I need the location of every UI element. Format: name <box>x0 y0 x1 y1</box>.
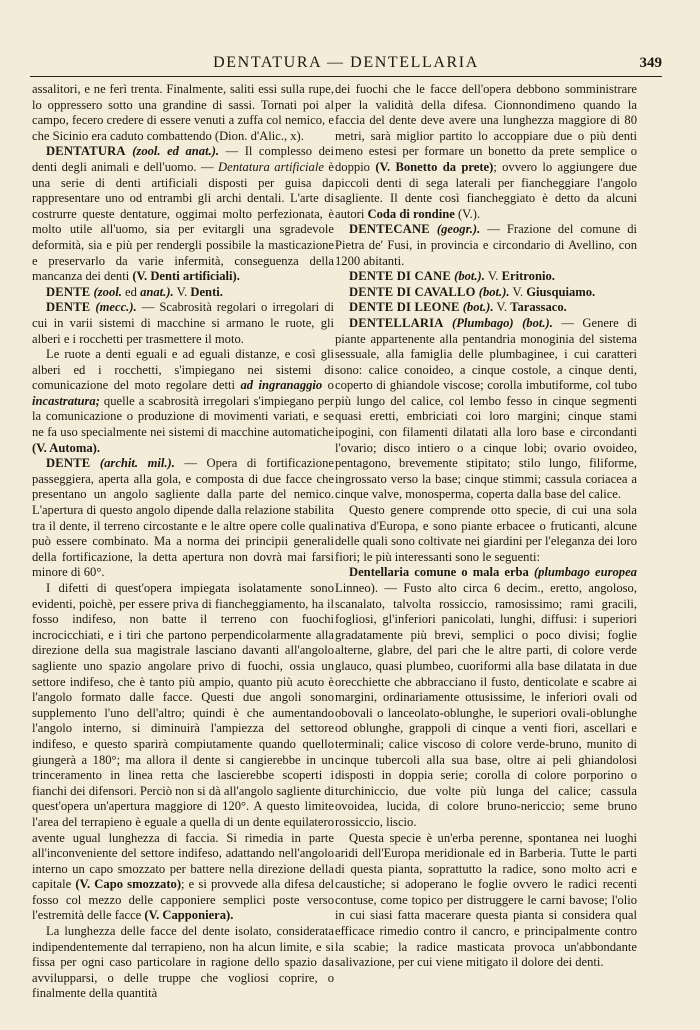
entry-category: (bot.). <box>522 315 553 330</box>
entry-dente-archit <box>32 456 334 581</box>
entry-text: ; ovvero lo aggiungere due piccoli denti di sega laterali per fiancheggiare l'angolo sagliente. Il dente così fiancheggiato è detto da alcuni autori <box>335 159 637 221</box>
entry-text: — Opera di fortificazione passeggiera, aperta alla gola, e composta di due facce che presentano un angolo sagliente dalla parte del nemico. L'apertura di questo angolo dipende dalla relazione stabilita tra il dente, il terreno circostante e le altre opere colle quali può essere combinato. Ma a norma dei principii generali della fortificazione, la detta apertura non dovrà mai farsi minore di 60°. <box>32 456 334 580</box>
entry-dente-di-cavallo <box>335 285 637 301</box>
cross-reference: (V. Automa). <box>32 440 100 455</box>
entry-category: (mecc.). <box>95 300 137 315</box>
entry-text: V. <box>173 284 191 299</box>
entry-dente-mecc <box>32 300 334 347</box>
cross-reference: Tarassaco. <box>510 300 567 315</box>
entry-term: Coda di rondine <box>367 206 455 221</box>
entry-text: — Genere di piante appartenente alla pentandria monoginia del sistema sessuale, alla famiglia delle plumbaginee, i cui caratteri sono: calice conoideo, a cinque costole, a cinque denti, coperto di ghiandole viscose; corolla imbutiforme, col tubo più lungo del calice, col lembo fesso in cinque segmenti quasi eretti, embriciati coi loro margini; cinque stami ipogini, con filamenti dilatati alla loro base e circondanti l'ovario; disco intiero o a cinque lobi; ovario ovoideo, pentagono, brevemente stipitato; stilo lungo, filiforme, ingrossato verso la base; cinque stimmi; cassula coriacea a cinque valve, monosperma, coperta dalla base del calice. <box>335 315 637 502</box>
headword: DENTE <box>46 300 91 315</box>
entry-dentecane <box>335 222 637 269</box>
entry-category: (bot.). <box>462 300 494 315</box>
continued-paragraph: assalitori, e ne ferì trenta. Finalmente, saliti essi sulla rupe, lo oppressero sotto una grandine di sassi. Tornati poi al campo, fecero credere di essere venuti a zuffa col nemico, e che Sicinio era caduto combattendo (Dion. d'Alic., x). <box>32 82 334 143</box>
entry-dente-zool <box>32 285 334 301</box>
entry-text: V. <box>484 269 502 284</box>
entry-dentatura <box>32 144 334 284</box>
paragraph: La lunghezza delle facce del dente isolato, considerata indipendentemente dal terrapieno, non ha alcun limite, e si fissa per ogni caso particolare in ragione dello spazio da avvilupparsi, o delle truppe che vogliosi coprire, o finalmente della quantità <box>32 924 334 1001</box>
paragraph <box>32 347 334 456</box>
headword: DENTECANE <box>349 222 430 237</box>
header-title: DENTATURA — DENTELLARIA <box>213 54 479 71</box>
entry-latin-name: (plumbago europea <box>533 565 637 580</box>
entry-category: (zool. ed anat.). <box>132 144 220 159</box>
entry-text: V. <box>509 284 527 299</box>
entry-text: quelle a scabrosità irregolari s'impiegano per la comunicazione o produzione di movimenti variati, e se ne fa uso specialmente nei sistemi di macchine automatiche <box>32 393 334 440</box>
entry-term: Dentatura artificiale <box>218 159 324 174</box>
entry-latin-name: (Plumbago) <box>452 315 514 330</box>
entry-category: (geogr.). <box>436 222 481 237</box>
cross-reference: Giusquiamo. <box>526 284 596 299</box>
headword: DENTE <box>46 456 91 471</box>
headword: DENTE DI LEONE <box>349 300 460 315</box>
cross-reference: Denti. <box>190 284 223 299</box>
entry-text: ; e si provvede alla difesa del fosso col mezzo delle capponiere semplici poste verso l'estremità delle facce <box>32 877 334 923</box>
paragraph: Questa specie è un'erba perenne, spontanea nei luoghi aridi dell'Europa meridionale ed in Barberia. Tutte le parti di questa pianta, soprattutto la radice, sono molto acri e caustiche; si adoperano le foglie ovvero le radici recenti contuse, come topico per distruggere le carni bavose; l'olio in cui siasi fatta macerare questa pianta si considera qual efficace rimedio contro il cancro, e principalmente contro la scabie; la radice masticata provoca un'abbondante salivazione, per cui viene mitigato il dolore dei denti. <box>335 830 637 970</box>
entry-text: è una serie di denti artificiali disposti per guisa da rappresentare uno od entrambi gli archi dentali. L'arte di costrurre queste dentature, oggimai molto perfezionata, è molto utile all'uomo, sia per evitargli una sgradevole deformità, sia e più per rendergli possibile la masticazione e preservarlo da varie infermità, conseguenza della mancanza dei denti <box>32 159 334 284</box>
entry-text: I difetti di quest'opera impiegata isolatamente sono evidenti, poichè, per essere priva di fiancheggiamento, ha il fosso indifeso, non batte il terreno con fuochi incrocicchiati, e i tiri che partono perpendicolarmente alla direzione della sua magistrale lasciano davanti all'angolo sagliente uno spazio angolare privo di fuochi, ossia un settore indifeso, che è tanto più ampio, quanto più acuto è l'angolo formato dalle facce. Questi due angoli sono supplemento l'uno dell'altro; quindi è che aumentando l'angolo interno, si diminuirà l'ampiezza del settore indifeso, e questo sparirà compiutamente quando quello giungerà a 180°; ma allora il dente si cangierebbe in un trinceramento in linea retta che lascierebbe scoperti i fianchi dei difensori. Perciò non si dà all'angolo sagliente di quest'opera un'apertura maggiore di 120°. A questo limite l'area del terrapieno è eguale a quella di un dente equilatero avente ugual lunghezza di faccia. Si rimedia in parte all'inconveniente del settore indifeso, adattando nell'angolo interno un capo smozzato per battere nella direzione della capitale <box>32 581 334 892</box>
headword: DENTATURA <box>46 144 126 159</box>
entry-category: (bot.). <box>478 284 510 299</box>
entry-dentellaria <box>335 316 637 503</box>
entry-category: anat.). <box>140 284 174 299</box>
entry-text: (V.). <box>454 206 481 221</box>
paragraph: Questo genere comprende otto specie, di cui una sola nativa d'Europa, e sono piante erbacee o fruticanti, alcune delle quali sono coltivate nei giardini per l'eleganza dei loro fiori; le più interessanti sono le seguenti: <box>335 503 637 564</box>
entry-text: — Scabrosità regolari o irregolari di cui in varii sistemi di macchine si armano le ruote, gli alberi e i rocchetti per trasmettere il moto. <box>32 300 334 346</box>
page-number: 349 <box>639 55 662 71</box>
species-name: Dentellaria comune o mala erba <box>349 565 529 580</box>
entry-text: dei fuochi che le facce dell'opera debbono somministrare per la validità della difesa. Cionnondimeno quando la faccia del dente deve avere una lunghezza maggiore di 80 metri, sarà miglior partito lo accoppiare due o più denti meno estesi per formare un bonetto da prete semplice o doppio <box>335 82 637 174</box>
cross-reference: (V. Capo smozzato) <box>75 877 182 892</box>
entry-text: Le ruote a denti eguali e ad eguali distanze, e così gli alberi ed i rocchetti, s'impiegano nei sistemi di comunicazione del moto regolare detti <box>32 347 334 393</box>
entry-text: V. <box>493 300 511 315</box>
paragraph <box>32 581 334 924</box>
entry-text: ed <box>121 284 141 299</box>
entry-text: — Il complesso dei denti degli animali e dell'uomo. — <box>32 144 335 174</box>
cross-reference: (V. Denti artificiali). <box>132 269 240 284</box>
entry-dente-di-cane <box>335 269 637 285</box>
running-header <box>30 50 662 77</box>
entry-dentellaria-comune <box>335 565 637 830</box>
headword: DENTE <box>46 284 91 299</box>
headword: DENTELLARIA <box>349 315 444 330</box>
continued-paragraph <box>335 82 637 222</box>
entry-category: (archit. mil.). <box>99 456 175 471</box>
cross-reference: (V. Bonetto da prete) <box>375 159 494 174</box>
entry-text: — Frazione del comune di Pietra de' Fusi, in provincia e circondario di Avellino, con 1200 abitanti. <box>335 222 637 268</box>
entry-term: ad ingranaggio <box>240 378 323 393</box>
entry-text: o <box>322 378 334 393</box>
entry-text: Linneo). — Fusto alto circa 6 decim., eretto, angoloso, scanalato, talvolta rossiccio, ramosissimo; rami gracili, fogliosi, gl'inferiori panicolati, lunghi, diffusi: i superiori gradatamente più brevi, semplici o poco divisi; foglie alterne, glabre, del pari che le altre parti, di colore verde glauco, quasi plumbeo, cuoriformi alla base dilatata in due orecchiette che abbracciano il fusto, denticolate e scabre ai margini, ordinariamente ottusissime, le inferiori ovali od obovali o lanceolato-oblunghe, le superiori ovali-oblunghe od oblunghe, grappoli di cinque a venti fiori, ascellari e terminali; calice viscoso di colore verde-bruno, munito di cinque tubercoli alla sua base, oltre ai peli ghiandolosi disposti in doppia serie; corolla di colore porporino o turchiniccio, due volte più lunga del calice; cassula ovoidea, lucida, di colore bruno-nericcio; seme bruno rossiccio, liscio. <box>335 581 637 829</box>
headword: DENTE DI CAVALLO <box>349 284 476 299</box>
cross-reference: Eritronio. <box>501 269 555 284</box>
cross-reference: (V. Capponiera). <box>144 908 234 923</box>
entry-dente-di-leone <box>335 300 637 316</box>
entry-term: incastratura; <box>32 393 100 408</box>
right-column <box>335 82 637 971</box>
left-column <box>32 82 334 1002</box>
entry-category: (bot.). <box>454 269 485 284</box>
headword: DENTE DI CANE <box>349 269 451 284</box>
entry-category: (zool. <box>93 284 122 299</box>
